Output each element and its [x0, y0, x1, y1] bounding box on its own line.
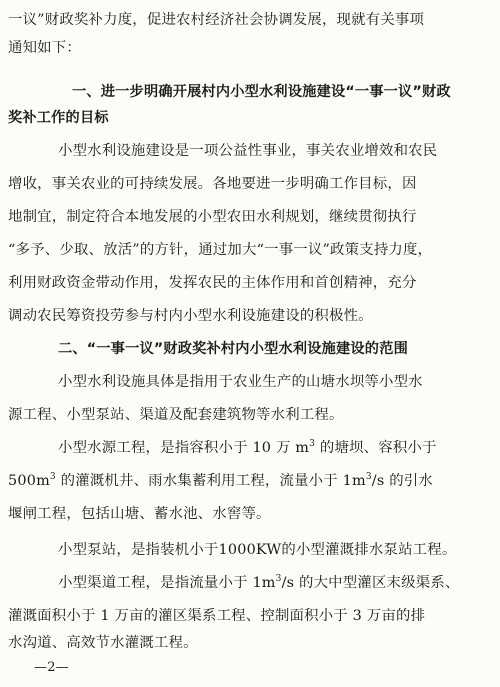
- paragraph-line: 灌溉面积小于 1 万亩的灌区渠系工程、控制面积小于 3 万亩的排: [8, 608, 426, 624]
- paragraph-line: 小型渠道工程，是指流量小于 $1m^3/s$ 的大中型灌区末级渠系、: [58, 574, 460, 591]
- section-heading: 一、进一步明确开展村内小型水利设施建设“一事一议”财政: [72, 84, 451, 100]
- paragraph-line: $500m^3$ 的灌溉机井、雨水集蓄利用工程，流量小于 $1m^3/s$ 的引水: [8, 472, 433, 489]
- paragraph-line: 一议”财政奖补力度，促进农村经济社会协调发展，现就有关事项: [8, 12, 425, 28]
- paragraph-line: 小型水利设施建设是一项公益性事业，事关农业增效和农民: [58, 143, 438, 159]
- paragraph-line: “多予、少取、放活”的方针，通过加大“一事一议”政策支持力度，: [8, 242, 433, 258]
- paragraph-line: 地制宜，制定符合本地发展的小型农田水利规划，继续贯彻执行: [8, 209, 417, 225]
- paragraph-line: 增收，事关农业的可持续发展。各地要进一步明确工作目标，因: [8, 176, 417, 192]
- paragraph-line: 堰闸工程，包括山塘、蓄水池、水窖等。: [8, 506, 271, 522]
- paragraph-line: 利用财政资金带动作用，发挥农民的主体作用和首创精神，充分: [8, 275, 417, 291]
- paragraph-line: 小型水源工程，是指容积小于 10 万 $m^3$ 的塘坝、容积小于: [58, 439, 437, 456]
- paragraph-line: 通知如下：: [8, 40, 81, 56]
- page-number: —2—: [34, 660, 69, 675]
- section-heading: 二、“一事一议”财政奖补村内小型水利设施建设的范围: [58, 341, 408, 357]
- paragraph-line: 源工程、小型泵站、渠道及配套建筑物等水利工程。: [8, 407, 344, 423]
- section-heading: 奖补工作的目标: [8, 110, 109, 126]
- paragraph-line: 调动农民筹资投劳参与村内小型水利设施建设的积极性。: [8, 308, 373, 324]
- paragraph-line: 水沟道、高效节水灌溉工程。: [8, 635, 198, 651]
- paragraph-line: 小型泵站，是指装机小于1000KW的小型灌溉排水泵站工程。: [58, 542, 457, 558]
- paragraph-line: 小型水利设施具体是指用于农业生产的山塘水坝等小型水: [58, 374, 423, 390]
